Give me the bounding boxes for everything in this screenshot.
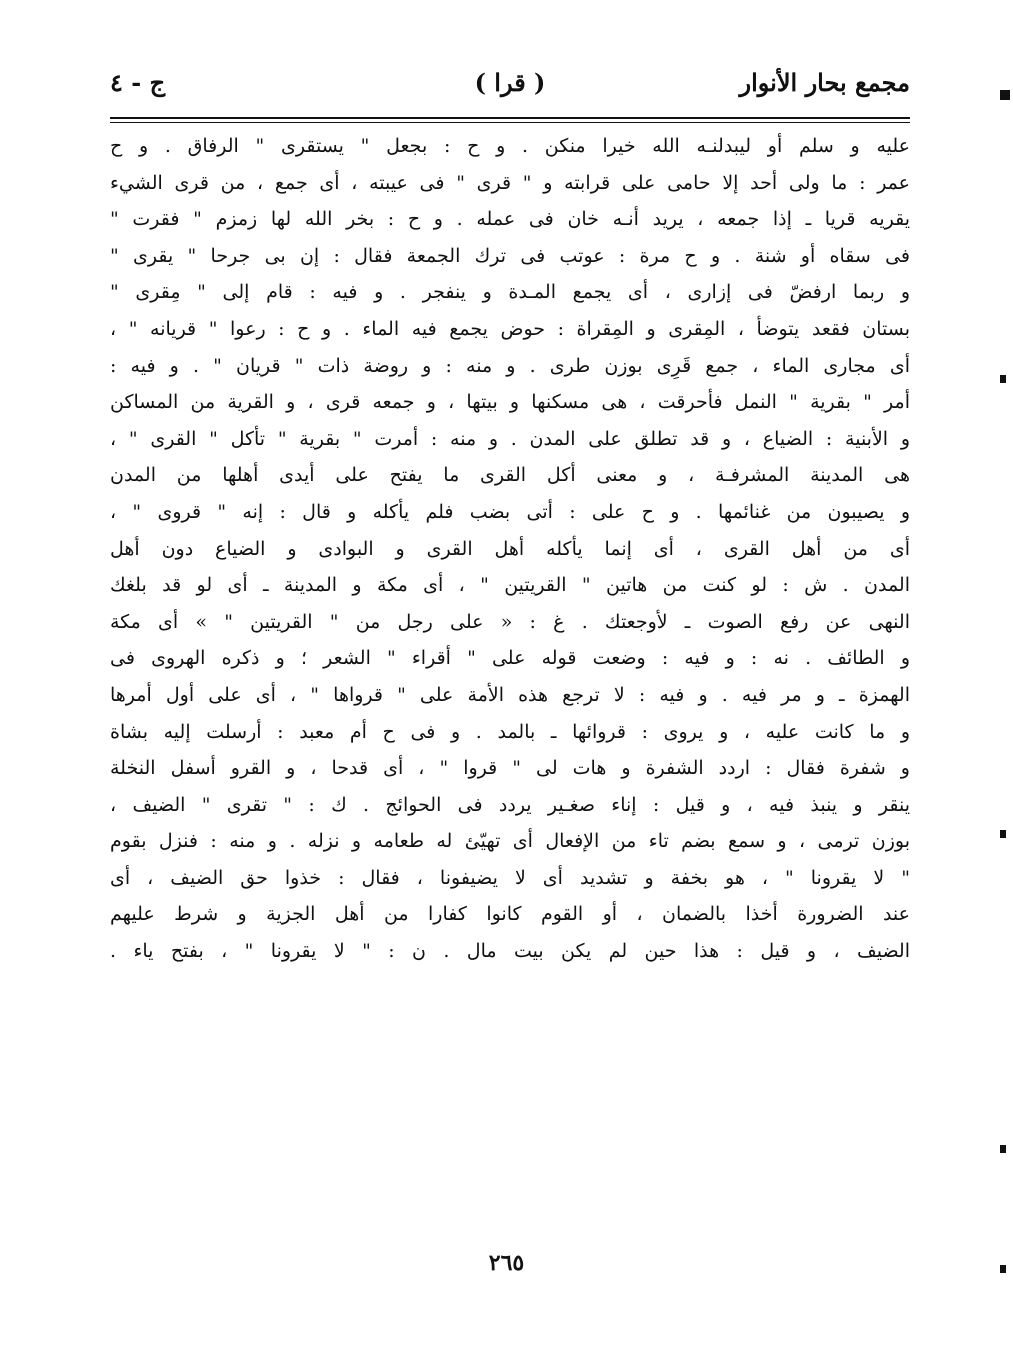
text-line: أمر " بقرية " النمل فأحرقت ، هى مسكنها و بيتها ، و جمعه قرى ، و القرية من المساكن xyxy=(110,391,910,414)
text-line: النهى عن رفع الصوت ـ لأوجعتك . غ : « على رجل من " القريتين " » أى مكة xyxy=(110,610,910,633)
margin-mark xyxy=(1000,1145,1006,1153)
text-line: الضيف ، و قيل : هذا حين لم يكن بيت مال . ن : " لا يقرونا " ، بفتح ياء . xyxy=(110,940,910,963)
text-line: و الأبنية : الضياع ، و قد تطلق على المدن . و منه : أمرت " بقرية " تأكل " القرى " ، xyxy=(110,427,910,450)
text-line: و شفرة فقال : اردد الشفرة و هات لى " قروا " ، أى قدحا ، و القرو أسفل النخلة xyxy=(110,757,910,780)
text-line: أى مجارى الماء ، جمع قَرِى بوزن طرى . و منه : و روضة ذات " قريان " . و فيه : xyxy=(110,354,910,377)
margin-mark xyxy=(1000,90,1010,100)
book-title: مجمع بحار الأنوار xyxy=(739,68,910,97)
text-line: عليه و سلم أو ليبدلنـه الله خيرا منكن . و ح : بجعل " يستقرى " الرفاق . و ح xyxy=(110,135,910,157)
text-line: و ما كانت عليه ، و يروى : قروائها ـ بالمد . و فى ح أم معبد : أرسلت إليه بشاة xyxy=(110,720,910,743)
text-line: و يصيبون من غنائمها . و ح على : أتى بضب فلم يأكله و قال : إنه " قروى " ، xyxy=(110,500,910,523)
header-rule-thin xyxy=(110,122,910,123)
text-line: بوزن ترمى ، و سمع بضم تاء من الإفعال أى تهيّئ له طعامه و نزله . و منه : فنزل بقوم xyxy=(110,830,910,853)
text-line: عند الضرورة أخذا بالضمان ، أو القوم كانوا كفارا من أهل الجزية و شرط عليهم xyxy=(110,903,910,926)
text-line: المدن . ش : لو كنت من هاتين " القريتين " ، أى مكة و المدينة ـ أى لو قد بلغك xyxy=(110,574,910,597)
margin-mark xyxy=(1000,1265,1006,1273)
margin-mark xyxy=(1000,375,1006,383)
section-title: ( قرا ) xyxy=(474,68,546,97)
running-header xyxy=(110,68,910,112)
text-line: " لا يقرونا " ، هو بخفة و تشديد أى لا يضيفونا ، فقال : خذوا حق الضيف ، أى xyxy=(110,866,910,889)
header-rule-thick xyxy=(110,117,910,119)
text-line: ينقر و ينبذ فيه ، و قيل : إناء صغـير يردد فى الحوائج . ك : " تقرى " الضيف ، xyxy=(110,793,910,816)
volume-number: ج - ٤ xyxy=(110,68,166,97)
text-line: أى من أهل القرى ، أى إنما يأكله أهل القرى و البوادى و الضياع دون أهل xyxy=(110,537,910,560)
text-line: و الطائف . نه : و فيه : وضعت قوله على " أقراء " الشعر ؛ و ذكره الهروى فى xyxy=(110,647,910,670)
text-line: يقريه قريا ـ إذا جمعه ، يريد أنـه خان فى عمله . و ح : بخر الله لها زمزم " فقرت " xyxy=(110,208,910,231)
page-number: ٢٦٥ xyxy=(488,1250,525,1276)
body-text xyxy=(110,128,910,970)
text-line: و ربما ارفضّ فى إزارى ، أى يجمع المـدة و ينفجر . و فيه : قام إلى " مِقرى " xyxy=(110,281,910,304)
text-line: عمر : ما ولى أحد إلا حامى على قرابته و " قرى " فى عيبته ، أى جمع ، من قرى الشيء xyxy=(110,171,910,194)
margin-mark xyxy=(1000,830,1006,838)
text-line: فى سقاه أو شنة . و ح مرة : عوتب فى ترك الجمعة فقال : إن بى جرحا " يقرى " xyxy=(110,244,910,267)
text-line: هى المدينة المشرفـة ، و معنى أكل القرى ما يفتح على أيدى أهلها من المدن xyxy=(110,464,910,487)
text-line: الهمزة ـ و مر فيه . و فيه : لا ترجع هذه الأمة على " قرواها " ، أى على أول أمرها xyxy=(110,683,910,706)
text-line: بستان فقعد يتوضأ ، المِقرى و المِقراة : حوض يجمع فيه الماء . و ح : رعوا " قريانه " ، xyxy=(110,317,910,340)
